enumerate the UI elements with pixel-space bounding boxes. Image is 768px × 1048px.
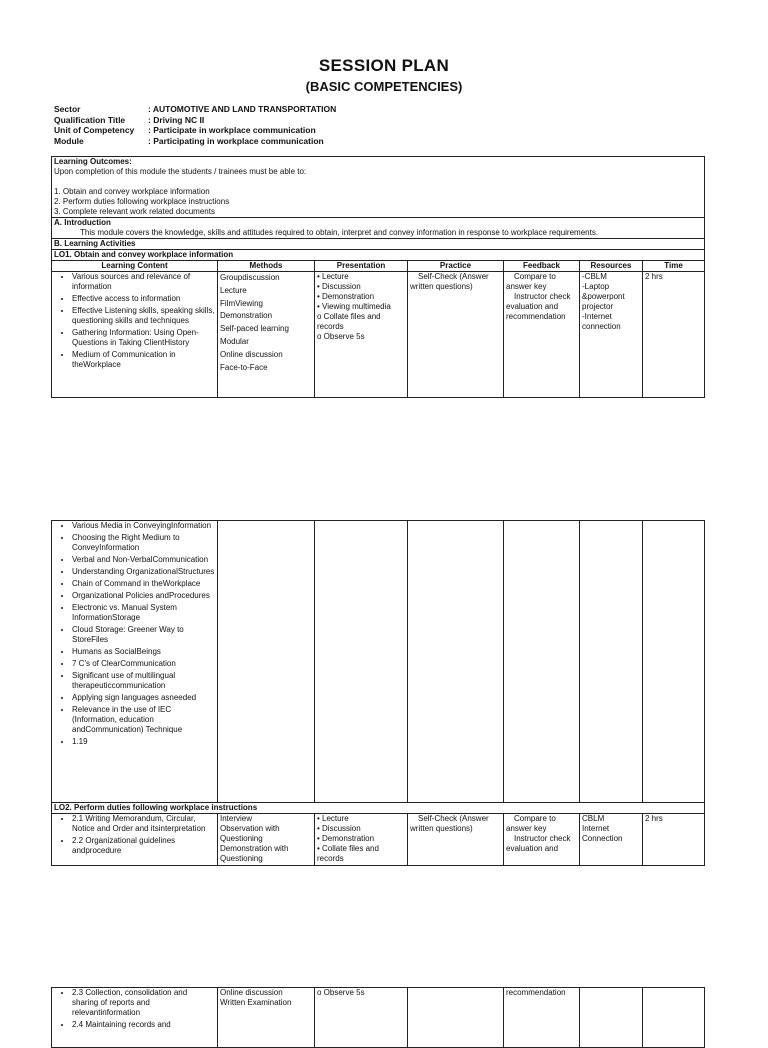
- meta-qualification: Qualification Title : Driving NC II: [54, 114, 205, 125]
- column-headers: [52, 261, 705, 272]
- lo2-time: 2 hrs: [643, 814, 705, 866]
- lo1-presentation: • Lecture • Discussion • Demonstration • Viewing multimedia o Collate files and records o Observe 5s: [315, 272, 408, 398]
- lo2-presentation-continued: o Observe 5s: [315, 988, 408, 1048]
- col-methods: Methods: [218, 261, 315, 272]
- table-row: [52, 521, 705, 803]
- lo2-methods: Interview Observation with Questioning Demonstration with Questioning: [218, 814, 315, 866]
- lo2-practice: Self-Check (Answer written questions): [408, 814, 504, 866]
- col-practice: Practice: [408, 261, 504, 272]
- plan-meta: [54, 104, 336, 146]
- col-resources: Resources: [580, 261, 643, 272]
- table-row: [52, 814, 705, 866]
- meta-module: Module : Participating in workplace communication: [54, 135, 324, 146]
- lo2-feedback-continued: recommendation: [504, 988, 580, 1048]
- lo1-time: 2 hrs: [643, 272, 705, 398]
- lo1-content-continued: • Various Media in ConveyingInformation • Choosing the Right Medium to ConveyInformation • Verbal and Non-VerbalCommunication • Understanding OrganizationalStructures • Chain of Command in theWorkplace • Organizational Policies andProcedures • Electronic vs. Manual System InformationStorage • Cloud Storage: Greener Way to StoreFiles • Humans as SocialBeings • 7 C's of ClearCommunication • Significant use of multilingual therapeuticcommunication • Applying sign languages asneeded • Relevance in the use of IEC (Information, education andCommunication) Technique • 1.19: [52, 521, 218, 803]
- session-table-1: [51, 156, 705, 398]
- meta-unit: Unit of Competency : Participate in workplace communication: [54, 125, 316, 135]
- col-feedback: Feedback: [504, 261, 580, 272]
- learning-outcomes-cell: Learning Outcomes: Upon completion of this module the students / trainees must be able to: 1. Obtain and convey workplace information 2. Perform duties following workplace instructions 3. Complete relevant work related documents: [52, 157, 705, 218]
- lo1-resources: -CBLM -Laptop &powerpont projector -Internet connection: [580, 272, 643, 398]
- col-presentation: Presentation: [315, 261, 408, 272]
- col-time: Time: [643, 261, 705, 272]
- checkbox-glyph-icon: [506, 272, 512, 279]
- introduction-cell: A. Introduction This module covers the knowledge, skills and attitudes required to obtain, interpret and convey information in response to workplace requirements.: [52, 218, 705, 239]
- lo1-content: • Various sources and relevance of information • Effective access to information • Effective Listening skills, speaking skills, questioning skills and techniques • Gathering Information: Using Open-Questions in Taking ClientHistory • Medium of Communication in theWorkplace: [52, 272, 218, 398]
- session-table-3: [51, 987, 705, 1048]
- lo2-content: • 2.1 Writing Memorandum, Circular, Notice and Order and itsinterpretation • 2.2 Organizational guidelines andprocedure: [52, 814, 218, 866]
- session-table-2: [51, 520, 705, 866]
- col-learning-content: Learning Content: [52, 261, 218, 272]
- page-subtitle: (BASIC COMPETENCIES): [305, 79, 463, 94]
- lo1-heading: LO1. Obtain and convey workplace information: [52, 250, 705, 261]
- lo2-feedback: Compare to answer key Instructor check evaluation and: [504, 814, 580, 866]
- checkbox-glyph-icon: [506, 814, 512, 821]
- page-title: SESSION PLAN: [318, 56, 450, 75]
- lo2-content-continued: • 2.3 Collection, consolidation and sharing of reports and relevantinformation • 2.4 Maintaining records and: [52, 988, 218, 1048]
- checkbox-glyph-icon: [410, 272, 416, 279]
- table-row: [52, 272, 705, 398]
- lo2-methods-continued: Online discussion Written Examination: [218, 988, 315, 1048]
- lo2-presentation: • Lecture • Discussion • Demonstration • Collate files and records: [315, 814, 408, 866]
- lo1-feedback: Compare to answer key Instructor check evaluation and recommendation: [504, 272, 580, 398]
- table-row: [52, 988, 705, 1048]
- lo2-resources: CBLM Internet Connection: [580, 814, 643, 866]
- lo1-practice: Self-Check (Answer written questions): [408, 272, 504, 398]
- meta-sector: Sector : AUTOMOTIVE AND LAND TRANSPORTATION: [54, 104, 337, 114]
- lo2-heading: LO2. Perform duties following workplace instructions: [52, 803, 705, 814]
- checkbox-glyph-icon: [506, 834, 512, 841]
- activities-heading: B. Learning Activities: [52, 239, 705, 250]
- checkbox-glyph-icon: [506, 292, 512, 299]
- checkbox-glyph-icon: [410, 814, 416, 821]
- lo1-methods: Groupdiscussion Lecture FilmViewing Demonstration Self-paced learning Modular Online discussion Face-to-Face: [218, 272, 315, 398]
